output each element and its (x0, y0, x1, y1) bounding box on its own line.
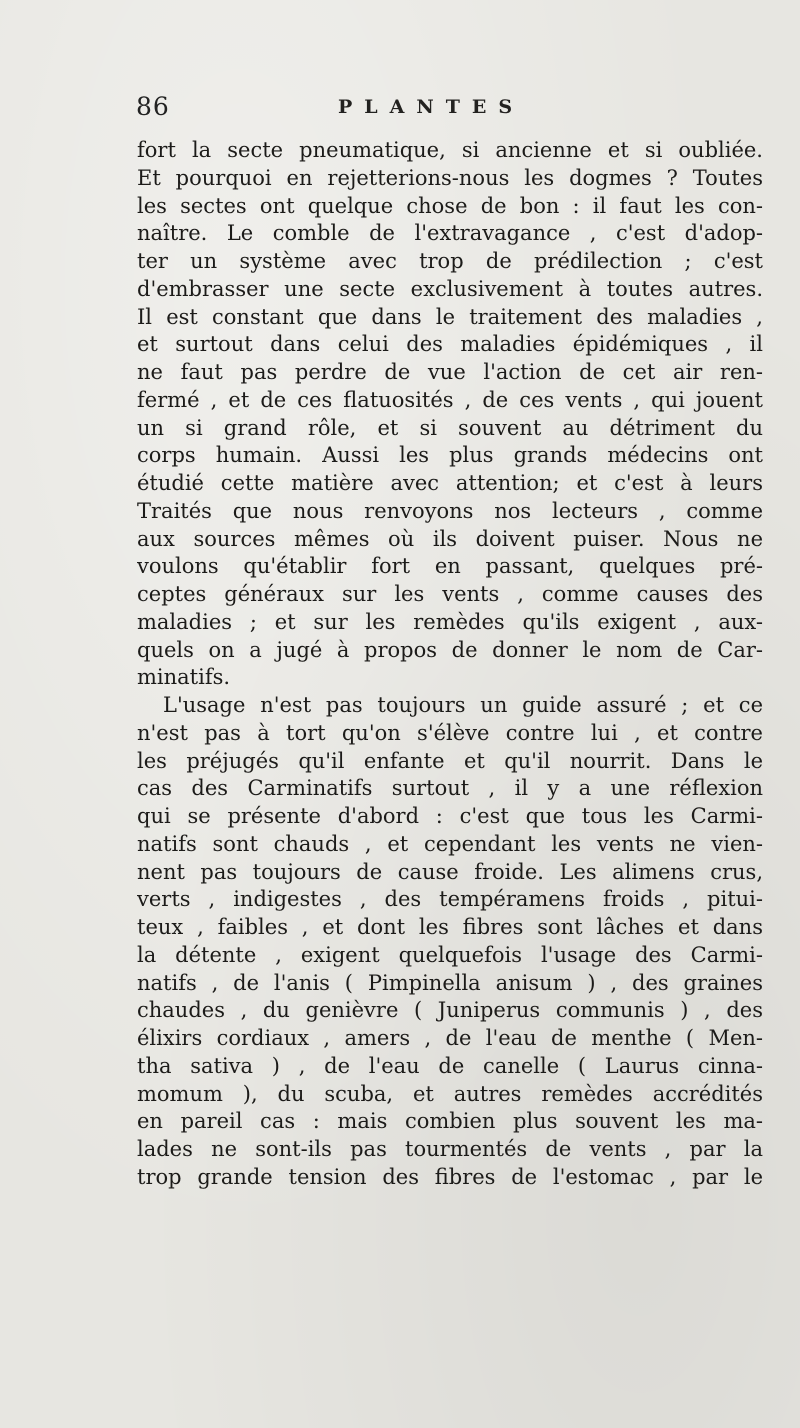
text-line: en pareil cas : mais combien plus souvent les ma- (137, 1109, 763, 1134)
text-line: Et pourquoi en rejetterions-nous les dogmes ? Toutes (137, 165, 763, 190)
running-head (136, 92, 776, 126)
text-line: quels on a jugé à propos de donner le nom de Car- (137, 637, 763, 662)
text-line: les sectes ont quelque chose de bon : il faut les con- (137, 193, 763, 218)
text-line: un si grand rôle, et si souvent au détriment du (137, 415, 763, 440)
text-line: lades ne sont-ils pas tourmentés de vents , par la (137, 1137, 763, 1161)
text-line: ter un système avec trop de prédilection ; c'est (137, 249, 763, 273)
text-line: natifs sont chauds , et cependant les vents ne vien- (137, 831, 763, 856)
text-line: naître. Le comble de l'extravagance , c'est d'adop- (137, 221, 763, 246)
body-text (137, 137, 763, 1192)
text-line: Traités que nous renvoyons nos lecteurs , comme (137, 498, 763, 523)
text-line: maladies ; et sur les remèdes qu'ils exigent , aux- (137, 609, 763, 634)
text-line: natifs , de l'anis ( Pimpinella anisum ) , des graines (137, 970, 763, 995)
text-line: ceptes généraux sur les vents , comme causes des (137, 582, 763, 606)
text-line: nent pas toujours de cause froide. Les alimens crus, (137, 859, 763, 884)
text-line: trop grande tension des fibres de l'estomac , par le (137, 1164, 763, 1189)
page-number: 86 (136, 92, 170, 121)
text-line: cas des Carminatifs surtout , il y a une réflexion (137, 776, 763, 801)
text-line: voulons qu'établir fort en passant, quelques pré- (137, 554, 763, 579)
text-line: les préjugés qu'il enfante et qu'il nourrit. Dans le (137, 748, 763, 773)
text-line: ne faut pas perdre de vue l'action de cet air ren- (137, 360, 763, 384)
text-line: n'est pas à tort qu'on s'élève contre lui , et contre (137, 720, 763, 745)
text-line: et surtout dans celui des maladies épidémiques , il (137, 332, 763, 357)
text-line: fermé , et de ces flatuosités , de ces vents , qui jouent (137, 387, 763, 412)
text-line: élixirs cordiaux , amers , de l'eau de menthe ( Men- (137, 1026, 763, 1050)
text-line: corps humain. Aussi les plus grands médecins ont (137, 443, 763, 468)
text-line: L'usage n'est pas toujours un guide assuré ; et ce (163, 693, 763, 717)
text-line: qui se présente d'abord : c'est que tous les Carmi- (137, 804, 763, 828)
text-line: d'embrasser une secte exclusivement à toutes autres. (137, 276, 763, 301)
text-line: momum ), du scuba, et autres remèdes accrédités (137, 1081, 763, 1106)
text-line: la détente , exigent quelquefois l'usage des Carmi- (137, 942, 763, 967)
text-line: fort la secte pneumatique, si ancienne et si oubliée. (137, 138, 763, 162)
text-line: étudié cette matière avec attention; et c'est à leurs (137, 471, 763, 495)
text-line: aux sources mêmes où ils doivent puiser. Nous ne (137, 526, 763, 551)
text-line: tha sativa ) , de l'eau de canelle ( Laurus cinna- (137, 1053, 763, 1078)
text-line: teux , faibles , et dont les fibres sont lâches et dans (137, 915, 763, 939)
text-line: Il est constant que dans le traitement des maladies , (137, 304, 763, 329)
text-line: verts , indigestes , des tempéramens froids , pitui- (137, 887, 763, 912)
text-line: chaudes , du genièvre ( Juniperus communis ) , des (137, 998, 763, 1023)
text-line: minatifs. (137, 665, 231, 690)
running-title: PLANTES (338, 96, 525, 118)
